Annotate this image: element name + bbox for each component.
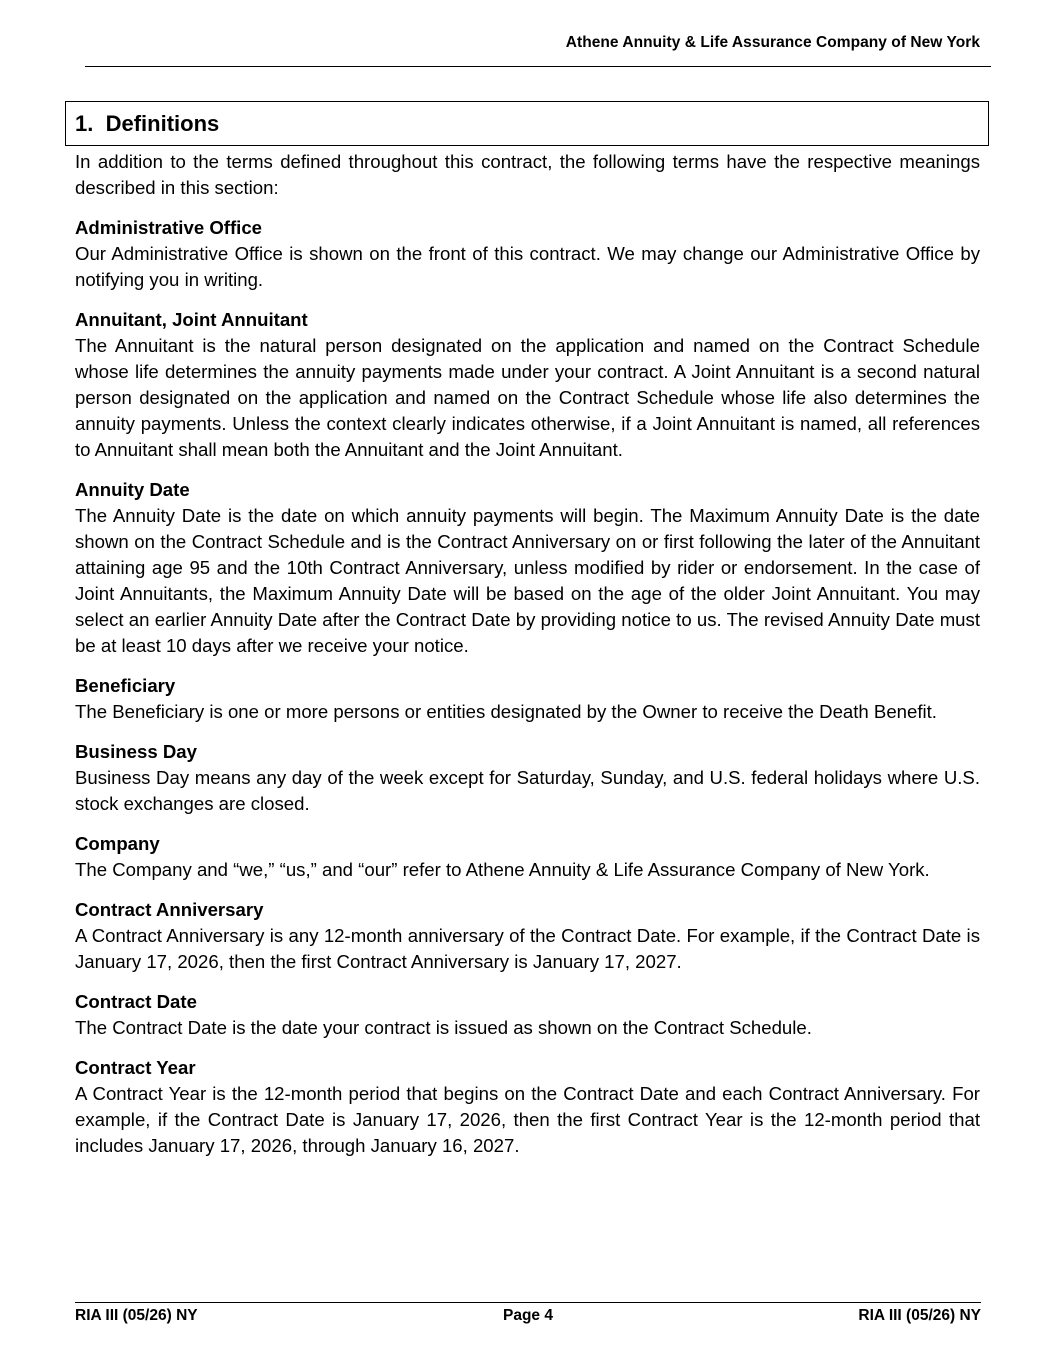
definition-item — [75, 897, 980, 975]
definition-text: Business Day means any day of the week except for Saturday, Sunday, and U.S. federal holidays where U.S. stock exchanges are closed. — [75, 767, 980, 814]
definition-item — [75, 477, 980, 659]
definition-term: Annuity Date — [75, 479, 190, 500]
definition-text: A Contract Year is the 12-month period that begins on the Contract Date and each Contract Anniversary. For example, if the Contract Date is January 17, 2026, then the first Contract Year is the 12-month period that includes January 17, 2026, through January 16, 2027. — [75, 1083, 980, 1156]
definition-term: Annuitant, Joint Annuitant — [75, 309, 308, 330]
page-header-company: Athene Annuity & Life Assurance Company of New York — [565, 34, 980, 51]
definition-term: Business Day — [75, 741, 197, 762]
definition-text: A Contract Anniversary is any 12-month anniversary of the Contract Date. For example, if the Contract Date is January 17, 2026, then the first Contract Anniversary is January 17, 2027. — [75, 925, 980, 972]
section-heading — [75, 111, 219, 137]
definition-item — [75, 307, 980, 463]
definition-text: The Contract Date is the date your contract is issued as shown on the Contract Schedule. — [75, 1017, 812, 1038]
definition-text: The Beneficiary is one or more persons or entities designated by the Owner to receive the Death Benefit. — [75, 701, 937, 722]
definition-text: Our Administrative Office is shown on the front of this contract. We may change our Administrative Office by notifying you in writing. — [75, 243, 980, 290]
definition-term: Contract Year — [75, 1057, 196, 1078]
footer-page-number: Page 4 — [503, 1307, 553, 1324]
definition-term: Beneficiary — [75, 675, 176, 696]
definition-term: Contract Anniversary — [75, 899, 264, 920]
definition-item — [75, 739, 980, 817]
section-title: Definitions — [105, 111, 220, 136]
definition-term: Company — [75, 833, 160, 854]
footer-form-number-right: RIA III (05/26) NY — [858, 1307, 981, 1324]
section-number: 1. — [75, 111, 94, 136]
definition-item — [75, 831, 980, 883]
intro-paragraph: In addition to the terms defined throughout this contract, the following terms have the respective meanings described in this section: — [75, 151, 980, 198]
definition-term: Contract Date — [75, 991, 197, 1012]
definition-text: The Company and “we,” “us,” and “our” refer to Athene Annuity & Life Assurance Company of New York. — [75, 859, 930, 880]
definition-item — [75, 215, 980, 293]
definition-text: The Annuity Date is the date on which annuity payments will begin. The Maximum Annuity Date is the date shown on the Contract Schedule and is the Contract Anniversary on or first following the later of the Annuitant attaining age 95 and the 10th Contract Anniversary, unless modified by rider or endorsement. In the case of Joint Annuitants, the Maximum Annuity Date will be based on the age of the older Joint Annuitant. You may select an earlier Annuity Date after the Contract Date by providing notice to us. The revised Annuity Date must be at least 10 days after we receive your notice. — [75, 505, 980, 656]
definition-item — [75, 989, 980, 1041]
definition-text: The Annuitant is the natural person designated on the application and named on the Contract Schedule whose life determines the annuity payments made under your contract. A Joint Annuitant is a second natural person designated on the application and named on the Contract Schedule whose life also determines the annuity payments. Unless the context clearly indicates otherwise, if a Joint Annuitant is named, all references to Annuitant shall mean both the Annuitant and the Joint Annuitant. — [75, 335, 980, 460]
footer-form-number-left: RIA III (05/26) NY — [75, 1307, 198, 1324]
definition-item — [75, 1055, 980, 1159]
header-divider — [85, 66, 991, 67]
footer-divider — [75, 1302, 981, 1303]
definition-item — [75, 673, 980, 725]
definition-term: Administrative Office — [75, 217, 263, 238]
definitions-content — [75, 149, 980, 1173]
